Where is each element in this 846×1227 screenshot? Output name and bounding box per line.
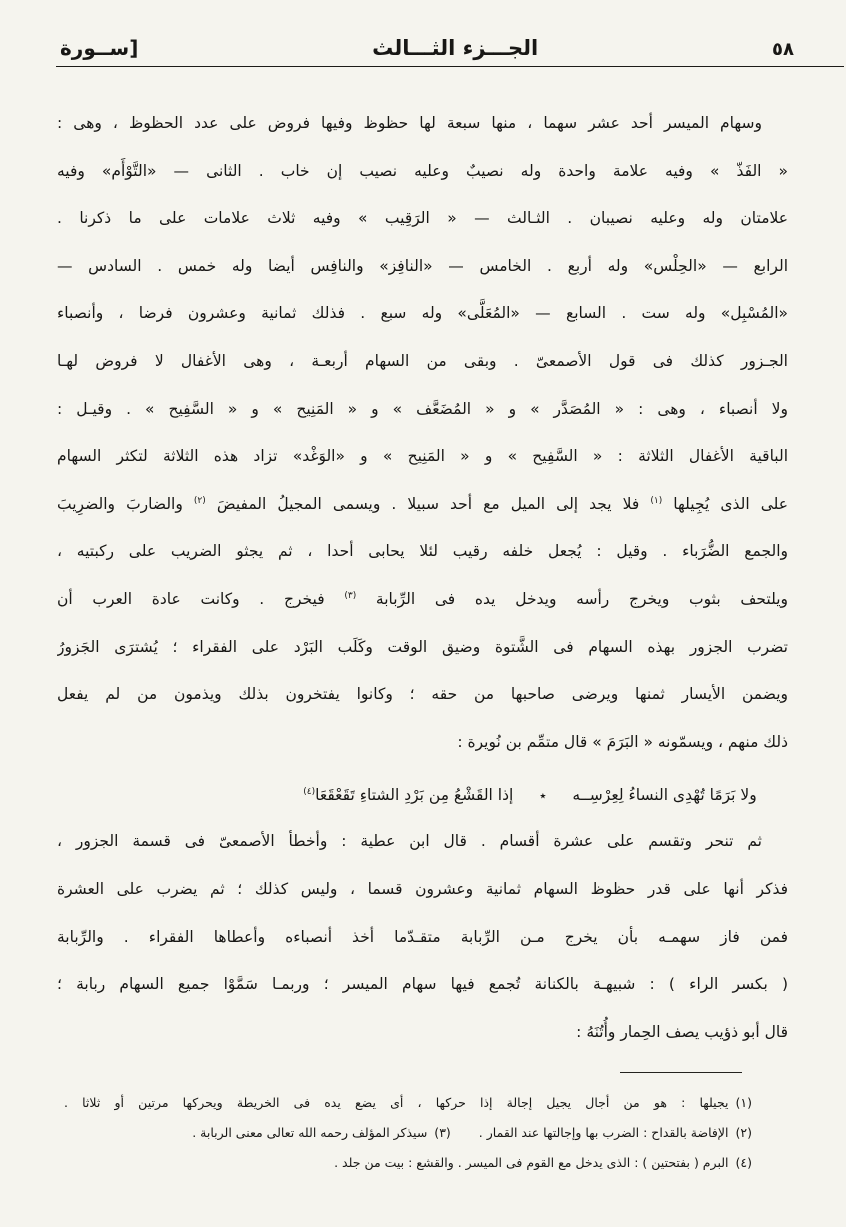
poem-hemistich-2: إذا القَشْعُ مِن بَرْدِ الشتاءِ تَقَعْقَعَا <box>315 786 514 805</box>
body-line: فمن فاز سهمـه بأن يخرج مـن الرِّبابة متقـدّما أخذ أنصباءه وأعطاها الفقراء . والرِّبابة <box>57 927 788 946</box>
part-title: الجـــزء الثـــالث <box>372 36 539 60</box>
page-header <box>60 22 794 60</box>
body-line: وسهام الميسر أحد عشر سهما ، منها سبعة لها حظوظ وفيها فروض على عدد الحظوظ ، وهى : <box>57 114 762 132</box>
body-line: على الذى يُجِيلها $^{(١)}$ فلا يجد إلى الميل مع أحد سبيلا . ويسمى المجيلُ المفيضَ $^{(٢)}$ والضاربَ والضرِيبَ <box>57 494 788 513</box>
body-line: فذكر أنها على قدر حظوظ السهام ثمانية وعشرون قسما ، وليس كذلك ؛ ثم يضرب على العشرة <box>57 879 788 898</box>
footnote-separator <box>620 1072 742 1073</box>
body-line: قال أبو ذؤيب يصف الحِمار وأُتُنَهُ : <box>576 1022 788 1041</box>
footnote-row <box>64 1148 786 1178</box>
body-line: ثم تنحر وتقسم على عشرة أقسام . قال ابن عطية : وأخطأ الأصمعىّ فى قسمة الجزور ، <box>57 832 762 851</box>
body-line: والجمع الضُّرَباء . وقيل : يُجعل خلفه رقيب لئلا يحابى أحدا ، ثم يجثو الضريب على ركبتيه ، <box>57 542 788 561</box>
body-line: ( بكسر الراء ) : شبيهـة بالكنانة تُجمع فيها سهام الميسر ؛ وربمـا سَمَّوْا جميع السهام ربابة ؛ <box>57 975 788 994</box>
body-line: الرابع — «الحِلْس» وله أربع . الخامس — «النافِز» والنافِس أيضا وله خمس . السادس — <box>57 256 788 275</box>
footnote-text: البرم ( بفتحتين ) : الذى يدخل مع القوم فى الميسر . والقشع : بيت من جلد . <box>334 1155 729 1170</box>
body-line: « الفَذّ » وفيه علامة واحدة وله نصيبٌ وعليه نصيب إن خاب . الثانى — «التَّوْأَم» وفيه <box>57 161 788 180</box>
catchword: [ســورة <box>60 36 139 60</box>
body-line: ويلتحف بثوب ويخرج رأسه ويدخل يده فى الرِّبابة $^{(٣)}$ فيخرج . وكانت عادة العرب أن <box>57 589 788 608</box>
footnote-marker: (٤) <box>735 1155 752 1170</box>
footnotes-section <box>64 1088 786 1178</box>
body-line: علامتان وله وعليه نصيبان . الثـالث — « الرَقِيب » وفيه ثلاث علامات على ما ذكرنا . <box>57 209 788 228</box>
footnote-row <box>64 1118 786 1148</box>
body-text <box>57 100 788 1056</box>
footnote-row <box>64 1088 786 1118</box>
footnote-text: يجيلها : هو من أجال يجيل إجالة إذا حركها ، أى يضع يده فى الخريطة ويحركها مرتين أو ثلاثا . <box>64 1095 729 1110</box>
body-line: تضرب الجزور بهذه السهام فى الشَّتوة وضيق الوقت وكَلَب البَرْد على الفقراء ؛ يُشترَى الجَزورُ <box>57 637 788 656</box>
body-line: ويضمن الأيسار ثمنها ويرضى صاحبها من حقه ؛ وكانوا يفتخرون بذلك ويذمون من لم يفعل <box>57 685 788 704</box>
body-line: الجـزور كذلك فى قول الأصمعىّ . وبقى من السهام أربعـة ، وهى الأغفال لا فروض لهـا <box>57 351 788 370</box>
footnote-marker: (٣) <box>434 1125 451 1140</box>
verse-divider-icon: ٭ <box>539 789 547 805</box>
footnote-text: الإفاضة بالقداح : الضرب بها وإجالتها عند القمار . <box>478 1125 729 1140</box>
body-line: ذلك منهم ، ويسمّونه « البَرَمَ » قال متمِّم بن نُويرة : <box>457 732 788 751</box>
header-rule <box>56 66 844 67</box>
footnote-marker: (١) <box>735 1095 752 1110</box>
body-line: ولا أنصباء ، وهى : « المُصَدَّر » و « المُضَعَّف » و « المَنِيح » و « السَّفِيح » . وقيـل : <box>57 399 788 418</box>
poem-verse <box>57 766 788 818</box>
body-line: «المُسْبِل» وله ست . السابع — «المُعَلَّى» وله سبع . فذلك ثمانية وعشرون فرضا ، وأنصباء <box>57 304 788 323</box>
body-line: الباقية الأغفال الثلاثة : « السَّفِيح » و « المَنِيح » و «الوَغْد» تزاد هذه الثلاثة لتكثر السهام <box>57 447 788 466</box>
page-number: ٥٨ <box>772 39 794 60</box>
poem-hemistich-1: ولا بَرَمًا تُهْدِى النساءُ لِعِرْسِــه <box>572 786 757 805</box>
footnote-text: سيذكر المؤلف رحمه الله تعالى معنى الربابة . <box>192 1125 428 1140</box>
footnote-marker: (٢) <box>735 1125 752 1140</box>
footnote-reference-4: (٤) <box>303 787 316 798</box>
